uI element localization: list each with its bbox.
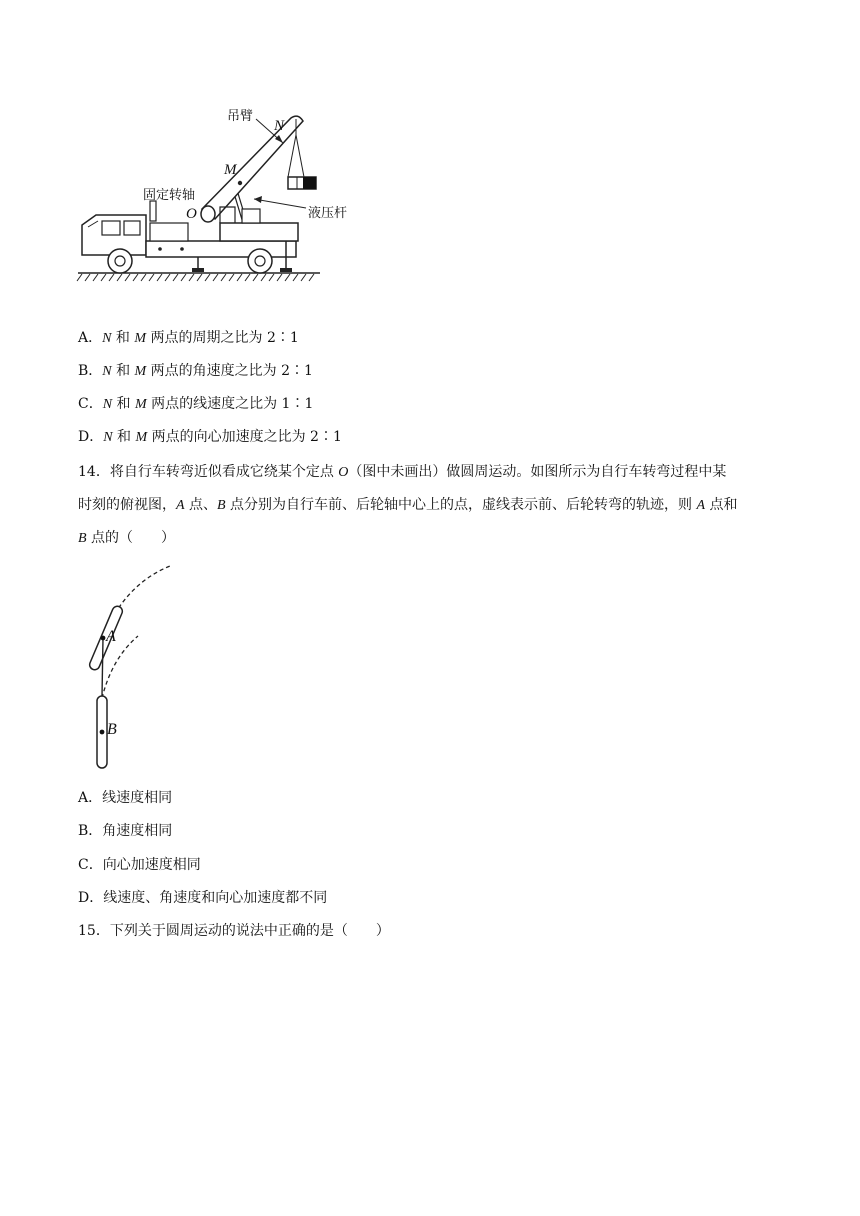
hydraulic-rod-label: 液压杆 — [308, 206, 348, 221]
point-m-label: M — [224, 162, 237, 178]
bicycle-figure — [76, 562, 186, 774]
q14-line-2: 时刻的俯视图，A 点、B 点分别为自行车前、后轮轴中心上的点，虚线表示前、后轮转弯的轨迹，则 A 点和 — [78, 497, 738, 513]
point-n-label: N — [274, 118, 285, 134]
boom-label: 吊臂 — [227, 109, 254, 124]
q14-option-b[interactable]: B．角速度相同 — [78, 823, 173, 839]
crane-figure — [70, 95, 330, 285]
q14-option-d[interactable]: D．线速度、角速度和向心加速度都不同 — [78, 890, 328, 906]
q15-stem: 15．下列关于圆周运动的说法中正确的是（ ） — [78, 923, 390, 939]
q13-option-c[interactable]: C．N 和 M 两点的线速度之比为 1∶1 — [78, 396, 314, 412]
q14-option-c[interactable]: C．向心加速度相同 — [78, 857, 201, 873]
q14-line-3: B 点的（ ） — [78, 530, 176, 546]
point-a-label: A — [106, 628, 116, 645]
fixed-axis-label: 固定转轴 — [143, 188, 196, 203]
q13-option-a[interactable]: A．N 和 M 两点的周期之比为 2∶1 — [78, 330, 299, 346]
q13-option-b[interactable]: B．N 和 M 两点的角速度之比为 2∶1 — [78, 363, 313, 379]
point-b-label: B — [107, 721, 117, 738]
point-a-dot — [101, 636, 106, 641]
point-b-dot — [100, 730, 105, 735]
q13-option-d[interactable]: D．N 和 M 两点的向心加速度之比为 2∶1 — [78, 429, 342, 445]
q14-line-1: 14．将自行车转弯近似看成它绕某个定点 O（图中未画出）做圆周运动。如图所示为自行车转弯过程中某 — [78, 464, 727, 480]
q14-option-a[interactable]: A．线速度相同 — [78, 790, 173, 806]
point-o-label: O — [186, 206, 197, 222]
